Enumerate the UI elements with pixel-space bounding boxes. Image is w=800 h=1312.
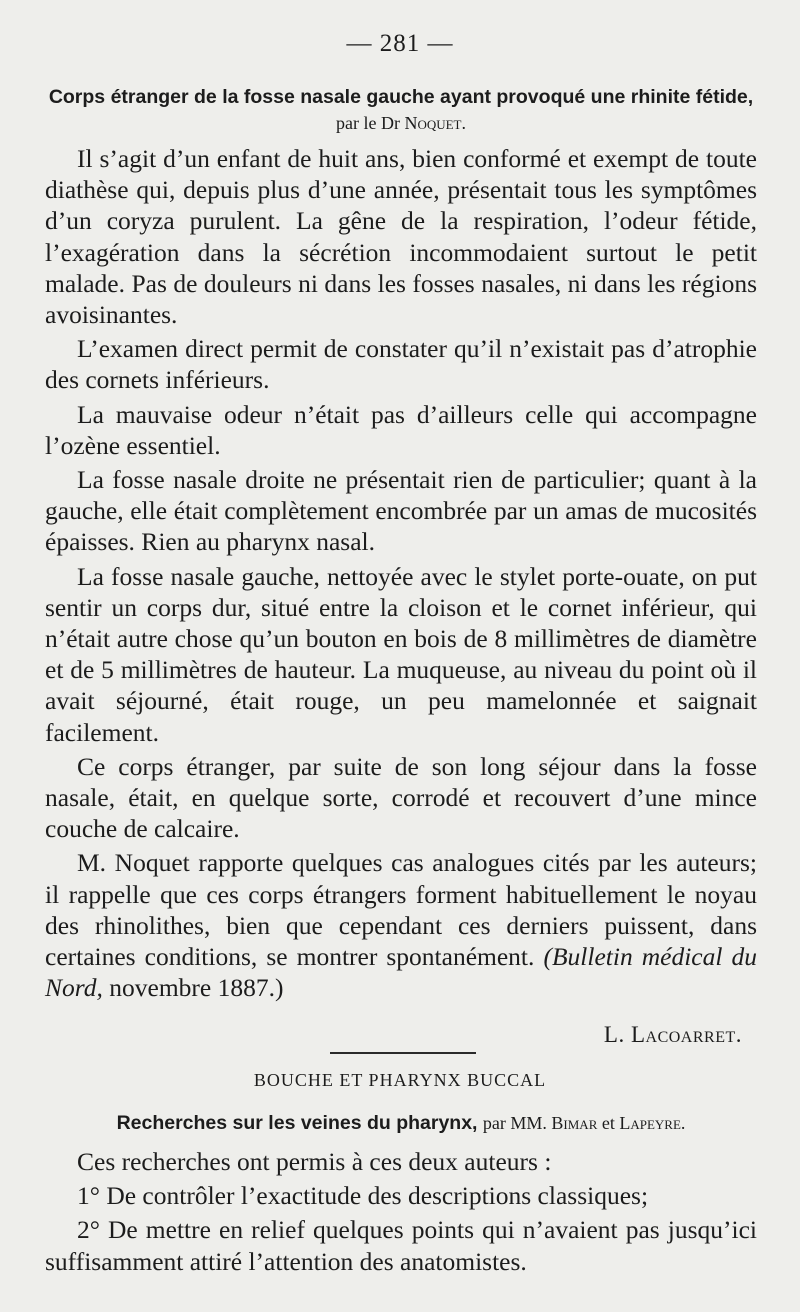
article-body xyxy=(45,1146,757,1280)
paragraph: L’examen direct permit de constater qu’il n’existait pas d’atrophie des cornets inférieurs. xyxy=(45,334,757,395)
byline-conjunction: et xyxy=(601,1113,615,1133)
paragraph: La fosse nasale droite ne présentait rien de particulier; quant à la gauche, elle était complètement encombrée par un amas de mucosités épaisses. Rien au pharynx nasal. xyxy=(45,465,757,557)
paragraph: Ce corps étranger, par suite de son long séjour dans la fosse nasale, était, en quelque sorte, corrodé et recouvert d’une mince couche de calcaire. xyxy=(45,751,757,844)
signature: L. Lacoarret. xyxy=(603,1022,742,1047)
journal-citation: (Bulletin médical du Nord, xyxy=(45,942,758,1003)
paragraph: La fosse nasale gauche, nettoyée avec le stylet porte-ouate, on put sentir un corps dur, situé entre la cloison et le cornet inférieur, qui n’était autre chose qu’un bouton en bois de 8 millimètres de diamètre et de 5 millimètres de hauteur. La muqueuse, au niveau du point où il avait séjourné, était rouge, un peu mamelonnée et saignait facilement. xyxy=(45,561,757,747)
byline-prefix: par le Dr xyxy=(335,113,400,133)
article-title-text: Corps étranger de la fosse nasale gauche ayant provoqué une rhinite fétide, xyxy=(48,86,754,108)
paragraph: Il s’agit d’un enfant de huit ans, bien conformé et exempt de toute diathèse qui, depuis plus d’une année, présentait tous les symptômes d’un coryza purulent. La gêne de la respiration, l’odeur fétide, l’exagération dans la sécrétion incommodaient surtout le petit malade. Pas de douleurs ni dans les fosses nasales, ni dans les régions avoisinantes. xyxy=(45,144,757,330)
paragraph-text: M. Noquet rapporte quelques cas analogues cités par les auteurs; il rappelle que ces corps étrangers forment habituellement le noyau des rhinolithes, bien que cependant ces derniers puissent, dans certaines conditions, se montrer spontanément. xyxy=(45,848,757,972)
section-divider xyxy=(330,1052,476,1054)
paragraph: La mauvaise odeur n’était pas d’ailleurs celle qui accompagne l’ozène essentiel. xyxy=(45,399,757,460)
citation-date: novembre 1887.) xyxy=(109,973,284,1003)
author-name: Lapeyre. xyxy=(619,1113,686,1133)
article-title-text: Recherches sur les veines du pharynx, xyxy=(116,1112,478,1134)
author-name: Bimar xyxy=(551,1113,598,1133)
paragraph: Ces recherches ont permis à ces deux auteurs : xyxy=(77,1147,552,1176)
paragraph: 2° De mettre en relief quelques points qui n’avaient pas jusqu’ici suffisamment attiré l’attention des anatomistes. xyxy=(45,1215,757,1276)
author-name: Noquet. xyxy=(404,113,466,133)
article-title xyxy=(45,84,757,136)
section-title: BOUCHE ET PHARYNX BUCCAL xyxy=(253,1070,547,1090)
paragraph-with-citation xyxy=(45,847,757,1003)
paragraph: 1° De contrôler l’exactitude des descriptions classiques; xyxy=(77,1181,649,1211)
article-byline xyxy=(483,1113,686,1133)
article-byline xyxy=(336,113,466,133)
page-number: — 281 — xyxy=(346,30,454,57)
article-title xyxy=(45,1110,757,1136)
article-body xyxy=(45,143,757,1006)
byline-prefix: par MM. xyxy=(482,1113,547,1133)
